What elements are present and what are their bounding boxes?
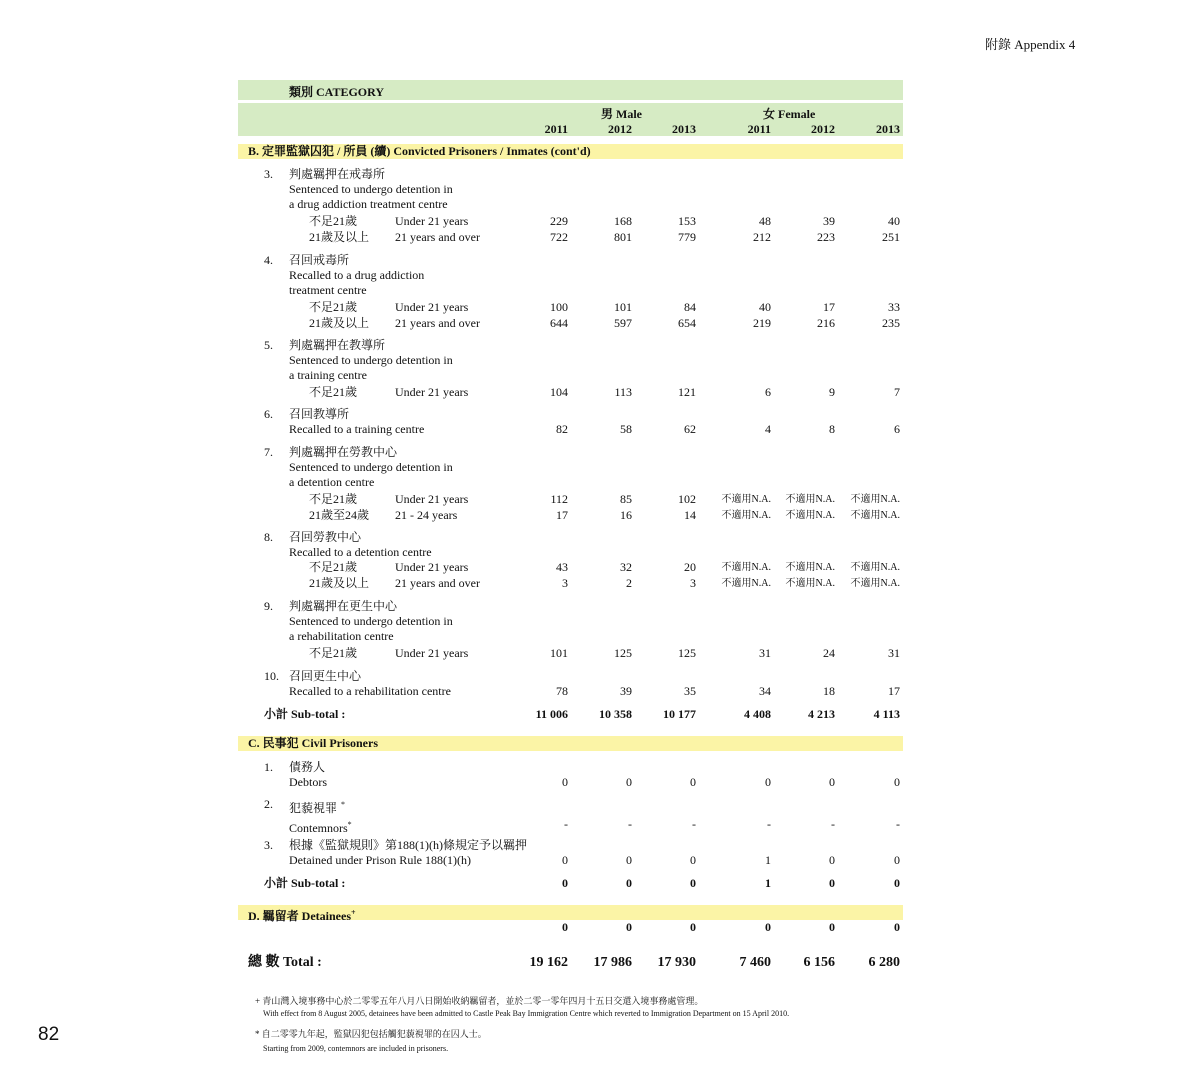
- page-header: 附錄 Appendix 4: [985, 37, 1076, 52]
- sub-row-value: 39: [823, 214, 835, 228]
- footnote-2-en: Starting from 2009, contemnors are included in prisoners.: [263, 1044, 449, 1053]
- sub-row-value: 102: [678, 492, 696, 506]
- sub-row-value: 43: [556, 560, 568, 574]
- sub-row-value: 24: [823, 646, 835, 660]
- item-value: 0: [829, 775, 835, 789]
- item-value: 0: [690, 775, 696, 789]
- item-label-en: treatment centre: [289, 283, 367, 297]
- sub-row-value: 31: [759, 646, 771, 660]
- sub-row-value: 不適用N.A.: [721, 510, 771, 521]
- item-value: 0: [562, 853, 568, 867]
- male-header: 男 Male: [601, 107, 642, 121]
- sub-row-value: 654: [678, 316, 696, 330]
- sub-row-label-en: Under 21 years: [395, 300, 469, 314]
- item-label-zh: [289, 797, 345, 816]
- item-label-zh: 召回教導所: [289, 407, 350, 421]
- total-value: 19 162: [529, 955, 568, 970]
- section-d-band: [238, 905, 903, 923]
- subtotal-value: 4 213: [808, 707, 835, 721]
- item-number: 5.: [264, 338, 273, 352]
- sub-row-label-zh: 不足21歲: [309, 385, 358, 399]
- item-value: 0: [690, 853, 696, 867]
- year-header: 2013: [876, 122, 900, 136]
- sub-row-label-zh: 不足21歲: [309, 560, 358, 574]
- table-header-category-band: [238, 80, 903, 100]
- sub-row-value: 20: [684, 560, 696, 574]
- section-c-band: [238, 736, 903, 751]
- subtotal-value: 4 113: [873, 707, 900, 721]
- sub-row-value: 6: [765, 385, 771, 399]
- subtotal-value: 11 006: [535, 707, 568, 721]
- item-label-en: Recalled to a drug addiction: [289, 268, 425, 282]
- detainee-value: 0: [626, 920, 632, 934]
- item-label-zh: [289, 760, 325, 775]
- footnote-2-mark: *: [255, 1029, 260, 1039]
- sub-row-value: 3: [690, 576, 696, 590]
- item-value: 35: [684, 684, 696, 698]
- item-number: 9.: [264, 599, 273, 613]
- item-label-zh: 召回戒毒所: [289, 253, 350, 267]
- item-number: 10.: [264, 669, 279, 683]
- sub-row-value: 2: [626, 576, 632, 590]
- item-label-en: Sentenced to undergo detention in: [289, 182, 453, 196]
- sub-row-value: 212: [753, 230, 771, 244]
- item-value: -: [767, 817, 771, 831]
- item-number: 2.: [264, 797, 273, 811]
- subtotal-value: 10 358: [599, 707, 632, 721]
- item-value: 62: [684, 422, 696, 436]
- sub-row-value: 不適用N.A.: [850, 562, 900, 573]
- item-value: 0: [562, 775, 568, 789]
- sub-row-value: 不適用N.A.: [850, 578, 900, 589]
- detainee-value: 0: [690, 920, 696, 934]
- item-value: 8: [829, 422, 835, 436]
- sub-row-value: 597: [614, 316, 632, 330]
- item-value: 6: [894, 422, 900, 436]
- sub-row-label-en: 21 - 24 years: [395, 508, 458, 522]
- sub-row-value: 40: [888, 214, 900, 228]
- footnote-1-zh-text: 青山灣入境事務中心於二零零五年八月八日開始收納羈留者，並於二零一零年四月十五日交還入境事務處管理。: [262, 996, 704, 1006]
- year-header: 2012: [811, 122, 835, 136]
- item-label-en: Sentenced to undergo detention in: [289, 460, 453, 474]
- sub-row-value: 101: [614, 300, 632, 314]
- sub-row-value: 801: [614, 230, 632, 244]
- sub-row-value: 31: [888, 646, 900, 660]
- item-value: 78: [556, 684, 568, 698]
- sub-row-value: 125: [614, 646, 632, 660]
- item-label-en: Sentenced to undergo detention in: [289, 614, 453, 628]
- section-d-title-text: D. 羈留者 Detainees: [248, 909, 351, 923]
- sub-row-value: 779: [678, 230, 696, 244]
- sub-row-label-zh: 21歲至24歲: [309, 508, 370, 522]
- sub-row-label-zh: 21歲及以上: [309, 316, 370, 330]
- sub-row-value: 235: [882, 316, 900, 330]
- item-value: -: [831, 817, 835, 831]
- sub-row-value: 16: [620, 508, 632, 522]
- item-value: -: [896, 817, 900, 831]
- year-header: 2012: [608, 122, 632, 136]
- item-label-en: Recalled to a training centre: [289, 422, 425, 436]
- subtotal-value: 0: [690, 876, 696, 890]
- sub-row-label-en: Under 21 years: [395, 214, 469, 228]
- item-label-zh: 召回勞教中心: [289, 530, 362, 544]
- total-value: 17 930: [657, 955, 696, 970]
- item-label-en-text: Debtors: [289, 775, 327, 789]
- sub-row-label-en: 21 years and over: [395, 576, 480, 590]
- item-label-zh: [289, 838, 527, 853]
- item-label-en: a drug addiction treatment centre: [289, 197, 448, 211]
- sub-row-label-en: 21 years and over: [395, 230, 480, 244]
- item-label-en-sup: *: [347, 820, 352, 829]
- sub-row-value: 9: [829, 385, 835, 399]
- item-value: 0: [894, 853, 900, 867]
- year-header: 2013: [672, 122, 696, 136]
- item-value: 0: [765, 775, 771, 789]
- sub-row-value: 100: [550, 300, 568, 314]
- item-label-en: a training centre: [289, 368, 367, 382]
- sub-row-value: 216: [817, 316, 835, 330]
- subtotal-label: 小計 Sub-total :: [264, 707, 346, 721]
- sub-row-value: 14: [684, 508, 696, 522]
- page-number: 82: [38, 1024, 60, 1045]
- sub-row-value: 不適用N.A.: [785, 510, 835, 521]
- item-value: -: [692, 817, 696, 831]
- item-label-en: Sentenced to undergo detention in: [289, 353, 453, 367]
- sub-row-label-zh: 不足21歲: [309, 214, 358, 228]
- section-c-title: C. 民事犯 Civil Prisoners: [248, 736, 378, 750]
- item-number: 4.: [264, 253, 273, 267]
- sub-row-label-zh: 21歲及以上: [309, 576, 370, 590]
- sub-row-value: 644: [550, 316, 568, 330]
- item-value: 18: [823, 684, 835, 698]
- sub-row-label-zh: 不足21歲: [309, 492, 358, 506]
- item-label-zh: 判處羈押在勞教中心: [289, 445, 398, 459]
- item-value: 82: [556, 422, 568, 436]
- sub-row-value: 17: [556, 508, 568, 522]
- subtotal-value: 10 177: [663, 707, 696, 721]
- sub-row-value: 101: [550, 646, 568, 660]
- sub-row-value: 84: [684, 300, 696, 314]
- subtotal-value: 0: [829, 876, 835, 890]
- item-number: 3.: [264, 167, 273, 181]
- sub-row-label-en: Under 21 years: [395, 560, 469, 574]
- item-value: -: [564, 817, 568, 831]
- detainee-value: 0: [829, 920, 835, 934]
- sub-row-value: 85: [620, 492, 632, 506]
- item-label-en: a detention centre: [289, 475, 375, 489]
- footnote-1-en: With effect from 8 August 2005, detainees have been admitted to Castle Peak Bay Immigration Centre which reverted to Immigration Department on 15 April 2010.: [263, 1009, 790, 1018]
- item-label-zh: 判處羈押在更生中心: [289, 599, 398, 613]
- sub-row-value: 32: [620, 560, 632, 574]
- item-label-zh-text: 根據《監獄規則》第188(1)(h)條規定予以羈押: [289, 838, 527, 852]
- sub-row-value: 不適用N.A.: [721, 578, 771, 589]
- subtotal-value: 0: [894, 876, 900, 890]
- total-value: 6 156: [803, 955, 835, 970]
- sub-row-value: 168: [614, 214, 632, 228]
- item-value: 17: [888, 684, 900, 698]
- item-value: -: [628, 817, 632, 831]
- item-label-en-text: Contemnors: [289, 821, 348, 835]
- sub-row-value: 219: [753, 316, 771, 330]
- sub-row-value: 229: [550, 214, 568, 228]
- item-value: 0: [626, 775, 632, 789]
- sub-row-label-en: Under 21 years: [395, 492, 469, 506]
- item-label-zh: 判處羈押在戒毒所: [289, 167, 386, 181]
- category-header: 類別 CATEGORY: [289, 85, 385, 99]
- footnote-1-zh: [255, 995, 703, 1007]
- section-b-title: B. 定罪監獄囚犯 / 所員 (續) Convicted Prisoners / Inmates (cont'd): [248, 144, 591, 158]
- total-value: 6 280: [868, 955, 900, 970]
- item-label-zh-sup: *: [341, 800, 346, 809]
- total-value: 17 986: [593, 955, 632, 970]
- item-label-en-text: Detained under Prison Rule 188(1)(h): [289, 853, 471, 867]
- subtotal-value: 0: [562, 876, 568, 890]
- item-value: 0: [894, 775, 900, 789]
- sub-row-value: 不適用N.A.: [721, 494, 771, 505]
- subtotal-value: 1: [765, 876, 771, 890]
- sub-row-value: 125: [678, 646, 696, 660]
- item-value: 0: [626, 853, 632, 867]
- item-value: 34: [759, 684, 771, 698]
- sub-row-label-zh: 不足21歲: [309, 300, 358, 314]
- sub-row-value: 不適用N.A.: [785, 562, 835, 573]
- detainee-value: 0: [562, 920, 568, 934]
- sub-row-value: 104: [550, 385, 568, 399]
- item-label-zh-text: 犯藐視罪: [289, 801, 338, 815]
- item-label-en: [289, 775, 327, 790]
- sub-row-value: 153: [678, 214, 696, 228]
- detainee-value: 0: [894, 920, 900, 934]
- year-header: 2011: [747, 122, 771, 136]
- item-number: 7.: [264, 445, 273, 459]
- sub-row-label-en: 21 years and over: [395, 316, 480, 330]
- detainee-value: 0: [765, 920, 771, 934]
- section-b-band: [238, 144, 903, 159]
- sub-row-value: 40: [759, 300, 771, 314]
- footnote-1-mark: +: [255, 996, 261, 1006]
- sub-row-value: 不適用N.A.: [785, 494, 835, 505]
- sub-row-value: 17: [823, 300, 835, 314]
- item-label-en: Recalled to a rehabilitation centre: [289, 684, 451, 698]
- item-number: 6.: [264, 407, 273, 421]
- total-label: 總 數 Total :: [248, 955, 322, 970]
- item-value: 0: [829, 853, 835, 867]
- item-number: 3.: [264, 838, 273, 852]
- item-label-zh-text: 債務人: [289, 760, 326, 774]
- section-d-title: [248, 905, 356, 924]
- sub-row-value: 不適用N.A.: [721, 562, 771, 573]
- sub-row-value: 223: [817, 230, 835, 244]
- sub-row-value: 3: [562, 576, 568, 590]
- footnote-2-zh: [255, 1028, 487, 1040]
- total-value: 7 460: [739, 955, 771, 970]
- item-label-en: [289, 817, 352, 836]
- subtotal-label: 小計 Sub-total :: [264, 876, 346, 890]
- subtotal-value: 4 408: [744, 707, 771, 721]
- item-number: 1.: [264, 760, 273, 774]
- item-label-en: Recalled to a detention centre: [289, 545, 432, 559]
- sub-row-value: 不適用N.A.: [850, 494, 900, 505]
- sub-row-value: 不適用N.A.: [785, 578, 835, 589]
- sub-row-label-en: Under 21 years: [395, 646, 469, 660]
- item-value: 39: [620, 684, 632, 698]
- sub-row-value: 7: [894, 385, 900, 399]
- item-label-en: [289, 853, 471, 868]
- sub-row-value: 不適用N.A.: [850, 510, 900, 521]
- sub-row-value: 48: [759, 214, 771, 228]
- year-header: 2011: [544, 122, 568, 136]
- sub-row-value: 33: [888, 300, 900, 314]
- female-header: 女 Female: [763, 107, 816, 121]
- item-value: 1: [765, 853, 771, 867]
- sub-row-value: 121: [678, 385, 696, 399]
- sub-row-value: 722: [550, 230, 568, 244]
- item-value: 4: [765, 422, 771, 436]
- subtotal-value: 0: [626, 876, 632, 890]
- item-value: 58: [620, 422, 632, 436]
- sub-row-label-en: Under 21 years: [395, 385, 469, 399]
- sub-row-value: 113: [614, 385, 632, 399]
- footnote-2-zh-text: 自二零零九年起，監獄囚犯包括觸犯藐視罪的在囚人士。: [261, 1029, 487, 1039]
- section-d-sup: +: [351, 908, 356, 917]
- item-label-zh: 判處羈押在教導所: [289, 338, 386, 352]
- item-label-en: a rehabilitation centre: [289, 629, 394, 643]
- sub-row-label-zh: 不足21歲: [309, 646, 358, 660]
- sub-row-label-zh: 21歲及以上: [309, 230, 370, 244]
- sub-row-value: 251: [882, 230, 900, 244]
- sub-row-value: 112: [550, 492, 568, 506]
- item-label-zh: 召回更生中心: [289, 669, 362, 683]
- item-number: 8.: [264, 530, 273, 544]
